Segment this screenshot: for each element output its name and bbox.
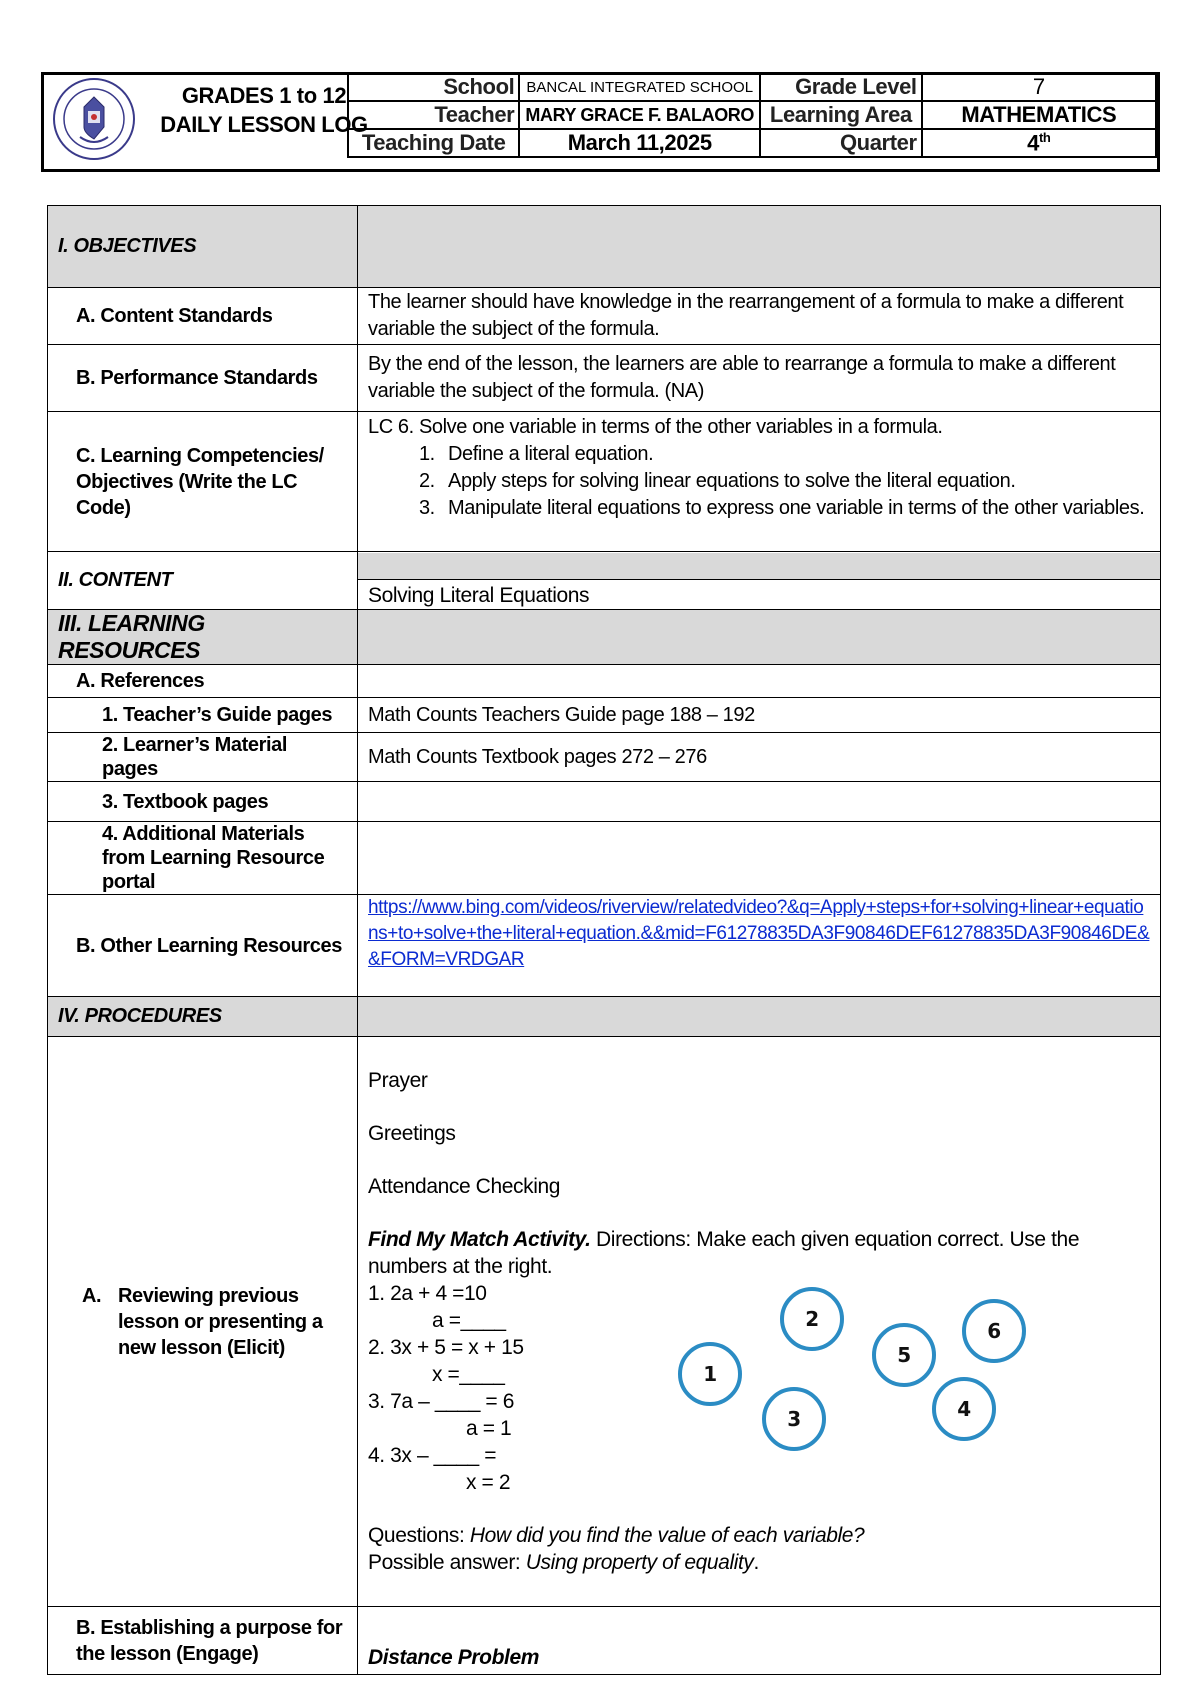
- grade-level-value: 7: [922, 73, 1156, 101]
- teaching-date-value: March 11,2025: [519, 129, 760, 157]
- distance-problem-text: Distance Problem: [368, 1646, 539, 1669]
- teaching-date-label: Teaching Date: [348, 129, 519, 157]
- content-title: II. CONTENT: [48, 552, 358, 610]
- deped-seal-icon: [52, 77, 136, 161]
- equation-4: 4. 3x – ____ =: [368, 1444, 497, 1467]
- activity-directions: Find My Match Activity. Directions: Make each given equation correct. Use the numbers at the right.: [368, 1228, 1080, 1278]
- title-line-1: GRADES 1 to 12: [181, 83, 347, 108]
- table-row: [48, 733, 1161, 782]
- possible-answer-text: Possible answer: Using property of equality.: [368, 1551, 759, 1574]
- learners-material-text: Math Counts Textbook pages 272 – 276: [358, 733, 1161, 782]
- header-info-table: [347, 72, 1157, 158]
- other-resources-label: B. Other Learning Resources: [48, 895, 358, 997]
- lesson-log-table: [47, 205, 1161, 1675]
- table-row: [48, 1607, 1161, 1675]
- greetings-text: Greetings: [368, 1122, 456, 1145]
- equation-2-answer: x =____: [432, 1363, 505, 1386]
- school-value: BANCAL INTEGRATED SCHOOL: [519, 73, 760, 101]
- number-circle-1: 1: [678, 1342, 742, 1406]
- objectives-title: I. OBJECTIVES: [48, 206, 358, 288]
- teachers-guide-label: 1. Teacher’s Guide pages: [48, 698, 358, 733]
- list-item: 1. Define a literal equation.: [440, 441, 1150, 468]
- number-circle-4: 4: [932, 1377, 996, 1441]
- table-row: [48, 345, 1161, 412]
- equation-2: 2. 3x + 5 = x + 15: [368, 1336, 524, 1359]
- objectives-row: [48, 206, 1161, 288]
- number-circle-6: 6: [962, 1299, 1026, 1363]
- table-row: [48, 288, 1161, 345]
- header-box: [41, 72, 1160, 172]
- content-text: Solving Literal Equations: [368, 583, 590, 607]
- textbook-pages-label: 3. Textbook pages: [48, 782, 358, 822]
- references-label: A. References: [48, 665, 358, 698]
- activity-title: Find My Match Activity.: [368, 1228, 591, 1251]
- learning-area-label: Learning Area: [760, 101, 922, 129]
- additional-materials-label: 4. Additional Materials from Learning Resource portal: [48, 822, 358, 895]
- table-row: [48, 1037, 1161, 1607]
- table-row: [48, 665, 1161, 698]
- performance-standards-label: B. Performance Standards: [48, 345, 358, 412]
- review-lesson-label: A. Reviewing previous lesson or presenting a new lesson (Elicit): [82, 1284, 323, 1359]
- teacher-label: Teacher: [348, 101, 519, 129]
- school-label: School: [348, 73, 519, 101]
- list-item: 3. Manipulate literal equations to express one variable in terms of the other variables.: [440, 495, 1150, 522]
- attendance-text: Attendance Checking: [368, 1175, 561, 1198]
- equation-4-answer: x = 2: [466, 1471, 511, 1494]
- content-standards-label: A. Content Standards: [48, 288, 358, 345]
- learners-material-label: 2. Learner’s Material pages: [48, 733, 358, 782]
- competencies-intro: LC 6. Solve one variable in terms of the other variables in a formula.: [368, 416, 943, 438]
- performance-standards-text: By the end of the lesson, the learners are able to rearrange a formula to make a different variable the subject of the formula. (NA): [358, 345, 1161, 412]
- equation-3: 3. 7a – ____ = 6: [368, 1390, 514, 1413]
- table-row: [48, 782, 1161, 822]
- procedures-row: [48, 997, 1161, 1037]
- content-standards-text: The learner should have knowledge in the rearrangement of a formula to make a different variable the subject of the formula.: [358, 288, 1161, 345]
- teacher-value: MARY GRACE F. BALAORO: [519, 101, 760, 129]
- equation-1: 1. 2a + 4 =10: [368, 1282, 487, 1305]
- competencies-cell: [358, 412, 1161, 552]
- list-item: 2. Apply steps for solving linear equations to solve the literal equation.: [440, 468, 1150, 495]
- number-circle-2: 2: [780, 1287, 844, 1351]
- equation-3-answer: a = 1: [466, 1417, 512, 1440]
- quarter-label: Quarter: [760, 129, 922, 157]
- grade-level-label: Grade Level: [760, 73, 922, 101]
- table-row: [48, 895, 1161, 997]
- title-line-2: DAILY LESSON LOG: [160, 112, 368, 137]
- procedures-title: IV. PROCEDURES: [48, 997, 358, 1037]
- number-circle-5: 5: [872, 1323, 936, 1387]
- resources-title: III. LEARNING RESOURCES: [48, 610, 358, 665]
- content-row: [48, 552, 1161, 610]
- resources-row: [48, 610, 1161, 665]
- prayer-text: Prayer: [368, 1069, 428, 1092]
- questions-text: Questions: How did you find the value of each variable?: [368, 1524, 865, 1547]
- number-circle-3: 3: [762, 1387, 826, 1451]
- review-lesson-cell: [358, 1037, 1161, 1607]
- table-row: [48, 822, 1161, 895]
- establishing-purpose-label: B. Establishing a purpose for the lesson (Engage): [48, 1607, 358, 1675]
- table-row: [48, 698, 1161, 733]
- competencies-list: [368, 441, 1150, 522]
- equation-1-answer: a =____: [432, 1309, 506, 1332]
- quarter-value: 4th: [922, 129, 1156, 157]
- competencies-label: C. Learning Competencies/ Objectives (Write the LC Code): [48, 412, 358, 552]
- teachers-guide-text: Math Counts Teachers Guide page 188 – 192: [358, 698, 1161, 733]
- learning-area-value: MATHEMATICS: [922, 101, 1156, 129]
- table-row: [48, 412, 1161, 552]
- other-resources-link[interactable]: https://www.bing.com/videos/riverview/relatedvideo?&q=Apply+steps+for+solving+linear+equations+to+solve+the+literal+equation.&&mid=F61278835DA3F90846DEF61278835DA3F90846DE&&FORM=VRDGAR: [368, 897, 1150, 970]
